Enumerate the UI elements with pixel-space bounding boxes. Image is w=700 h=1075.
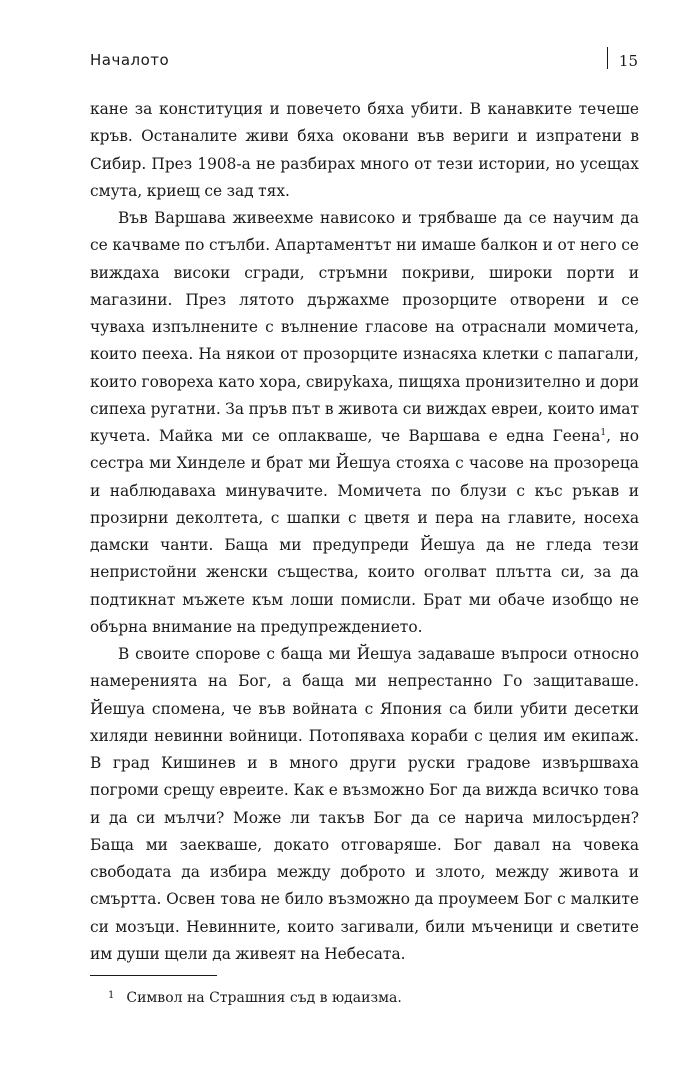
paragraph-2-text-a: Във Варшава живеехме нависоко и трябваше да се научим да се качваме по стълби. Апартаментът ни имаше балкон и от него се виждаха високи сгради, стръмни покриви, широки порти и магазини. През лятото държахме прозорците отворени и се чуваха изпълнените с вълнение гласове на отраснали момичета, които пееха. На някои от прозорците изнасяха клетки с папагали, които говореха като хора, свируkaха, пищяха пронизително и дори сипеха ругатни. За пръв път в живота си виждах евреи, които имат кучета. Майка ми се оплакваше, че Варшава е една Геена — [90, 209, 639, 445]
footnote-divider — [90, 975, 217, 976]
paragraph-3: В своите спорове с баща ми Йешуа задаваше въпроси относно намеренията на Бог, а баща ми непрестанно Го защитаваше. Йешуа спомена, че във войната с Япония са били убити десетки хиляди невинни войници. Потопяваха кораби с целия им екипаж. В град Кишинев и в много други руски градове извършваха погроми срещу евреите. Как е възможно Бог да вижда всичко това и да си мълчи? Може ли такъв Бог да се нарича милосърден? Баща ми заекваше, докато отговаряше. Бог давал на човека свободата да избира между доброто и злото, между живота и смъртта. Освен това не било възможно да проумеем Бог с малките си мозъци. Невинните, които загивали, били мъченици и светите им души щели да живеят на Небесата. — [90, 645, 639, 963]
paragraph-2 — [90, 205, 639, 641]
paragraph-1: кане за конституция и повечето бяха убити. В канавките течеше кръв. Останалите живи бяха оковани във вериги и изпратени в Сибир. През 1908-а не разбирах много от тези истории, но усещах смута, криещ се зад тях. — [90, 100, 639, 200]
page-number-block — [619, 47, 638, 73]
paragraph-2-text-b: , но сестра ми Хинделе и брат ми Йешуа стояха с часове на прозореца и наблюдаваха минувачите. Момичета по блузи с къс ръкав и прозирни деколтета, с шапки с цветя и пера на главите, носеха дамски чанти. Баща ми предупреди Йешуа да не гледа тези непристойни женски същества, които оголват плътта си, за да подтикнат мъжете към лоши помисли. Брат ми обаче изобщо не обърна внимание на предупреждението. — [90, 427, 639, 636]
footnote-marker: 1 — [108, 990, 115, 1001]
section-title: Началото — [90, 51, 170, 69]
page-number: 15 — [618, 52, 638, 70]
footnote-text: Символ на Страшния съд в юдаизма. — [126, 990, 402, 1006]
running-head — [90, 47, 638, 73]
footnote — [108, 986, 402, 1008]
footnote-reference: 1 — [600, 428, 607, 438]
header-separator-bar — [607, 47, 609, 69]
body-text — [90, 96, 639, 968]
